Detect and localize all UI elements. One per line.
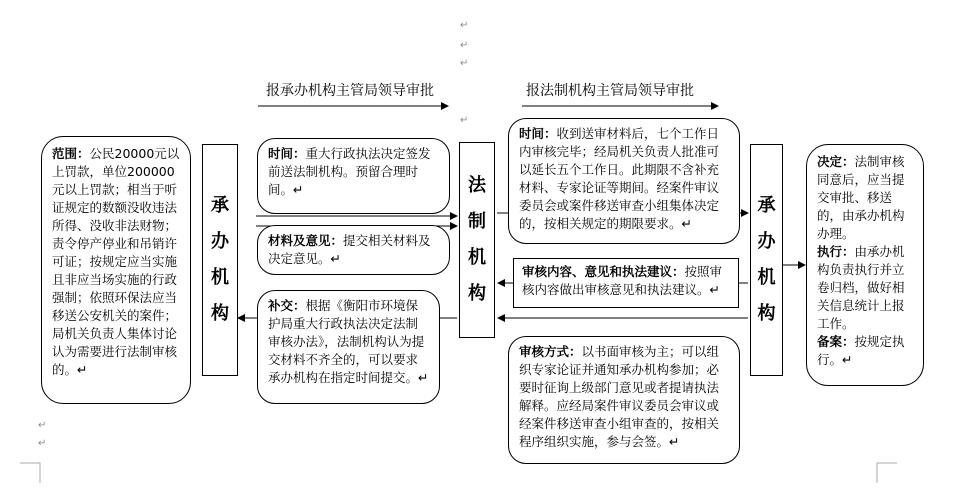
paragraph-mark: ↵ [38, 438, 47, 449]
header-left-approval: 报承办机构主管局领导审批 [266, 83, 434, 99]
paragraph-mark: ↵ [38, 420, 47, 431]
dept-box-right [750, 144, 783, 376]
dept-right-char: 承 [757, 195, 776, 216]
review-method-label: 审核方式： [519, 344, 582, 359]
page-corner-left [20, 463, 40, 483]
materials-box: 材料及意见：提交相关材料及决定意见。↵ [257, 225, 450, 275]
review-time-label: 时间： [519, 126, 557, 141]
time-label: 时间： [268, 146, 306, 161]
dept-right-char: 构 [757, 303, 776, 324]
dept-left-char: 机 [211, 267, 229, 288]
scope-label: 范围： [52, 146, 90, 161]
dept-mid-char: 机 [468, 247, 486, 268]
review-time-text: 收到送审材料后，七个工作日内审核完毕；经局机关负责人批准可以延长五个工作日。此期限不含补充材料、专家论证等期间。经案件审议委员会或案件移送审查小组集体决定的，按相关规定的期限要求。 [519, 126, 720, 231]
scope-box: 范围：公民20000元以上罚款，单位200000元以上罚款；相当于听证规定的数额没收违法所得、没收非法财物；责令停产停业和吊销许可证；按规定应当实施且非应当场实施的行政强制；依照环保法应当移送公安机关的案件；局机关负责人集体讨论认为需要进行法制审核的。↵ [41, 136, 191, 404]
review-method-text: 以书面审核为主；可以组织专家论证并通知承办机构参加；必要时征询上级部门意见或者提请执法解释。应经局案件审议委员会审议或经案件移送审查小组审查的，按相关程序组织实施，参与会签。 [519, 344, 720, 449]
dept-box-left [202, 144, 238, 376]
review-content-text: 按照审核内容做出审核意见和执法建议。 [522, 264, 723, 297]
scope-text: 公民20000元以上罚款，单位200000元以上罚款；相当于听证规定的数额没收违法所得、没收非法财物；责令停产停业和吊销许可证；按规定应当实施且非应当场实施的行政强制；依照环保法应当移送公安机关的案件；局机关负责人集体讨论认为需要进行法制审核的。 [52, 146, 180, 377]
time-box: 时间：重大行政执法决定签发前送法制机构。预留合理时间。↵ [257, 138, 450, 214]
dept-right-char: 办 [757, 231, 776, 252]
review-time-box: 时间：收到送审材料后，七个工作日内审核完毕；经局机关负责人批准可以延长五个工作日。此期限不含补充材料、专家论证等期间。经案件审议委员会或案件移送审查小组集体决定的，按相关规定的期限要求。↵ [508, 118, 740, 244]
dept-left-char: 构 [211, 303, 229, 324]
header-right-approval: 报法制机构主管局领导审批 [526, 83, 694, 99]
supplement-box: 补交：根据《衡阳市环境保护局重大行政执法决定法制审核办法》，法制机构认为提交材料不齐全的，可以要求承办机构在指定时间提交。↵ [257, 290, 440, 404]
record-label: 备案： [817, 334, 855, 349]
paragraph-mark: ↵ [460, 40, 469, 51]
review-method-box: 审核方式：以书面审核为主；可以组织专家论证并通知承办机构参加；必要时征询上级部门意见或者提请执法解释。应经局案件审议委员会审议或经案件移送审查小组审查的，按相关程序组织实施，参与会签。↵ [508, 336, 740, 464]
supplement-label: 补交： [268, 298, 306, 313]
dept-mid-char: 制 [468, 211, 486, 232]
decide-label: 决定： [817, 154, 855, 169]
time-text: 重大行政执法决定签发前送法制机构。预留合理时间。 [268, 146, 431, 197]
dept-left-char: 承 [211, 195, 229, 216]
execute-label: 执行： [817, 244, 855, 259]
record-text: 按规定执行。 [817, 334, 905, 367]
supplement-text: 根据《衡阳市环境保护局重大行政执法决定法制审核办法》，法制机构认为提交材料不齐全的，可以要求承办机构在指定时间提交。 [268, 298, 425, 385]
paragraph-mark: ↵ [460, 115, 469, 126]
dept-mid-char: 构 [468, 283, 486, 304]
materials-text: 提交相关材料及决定意见。 [268, 233, 431, 266]
decision-box: 决定：法制审核同意后，应当提交审批、移送的，由承办机构办理。 执行：由承办机构负责执行并立卷归档，做好相关信息统计上报工作。 备案：按规定执行。↵ [806, 144, 924, 386]
paragraph-mark: ↵ [460, 20, 469, 31]
paragraph-mark: ↵ [460, 58, 469, 69]
dept-right-char: 机 [757, 267, 776, 288]
review-content-box: 审核内容、意见和执法建议：按照审核内容做出审核意见和执法建议。↵ [513, 258, 739, 308]
dept-box-middle [459, 142, 495, 338]
execute-text: 由承办机构负责执行并立卷归档，做好相关信息统计上报工作。 [817, 244, 905, 331]
dept-left-char: 办 [211, 231, 229, 252]
dept-mid-char: 法 [468, 175, 486, 196]
page-corner-right [877, 463, 897, 483]
review-content-label: 审核内容、意见和执法建议： [522, 264, 685, 279]
decide-text: 法制审核同意后，应当提交审批、移送的，由承办机构办理。 [817, 154, 905, 241]
materials-label: 材料及意见： [268, 233, 344, 248]
